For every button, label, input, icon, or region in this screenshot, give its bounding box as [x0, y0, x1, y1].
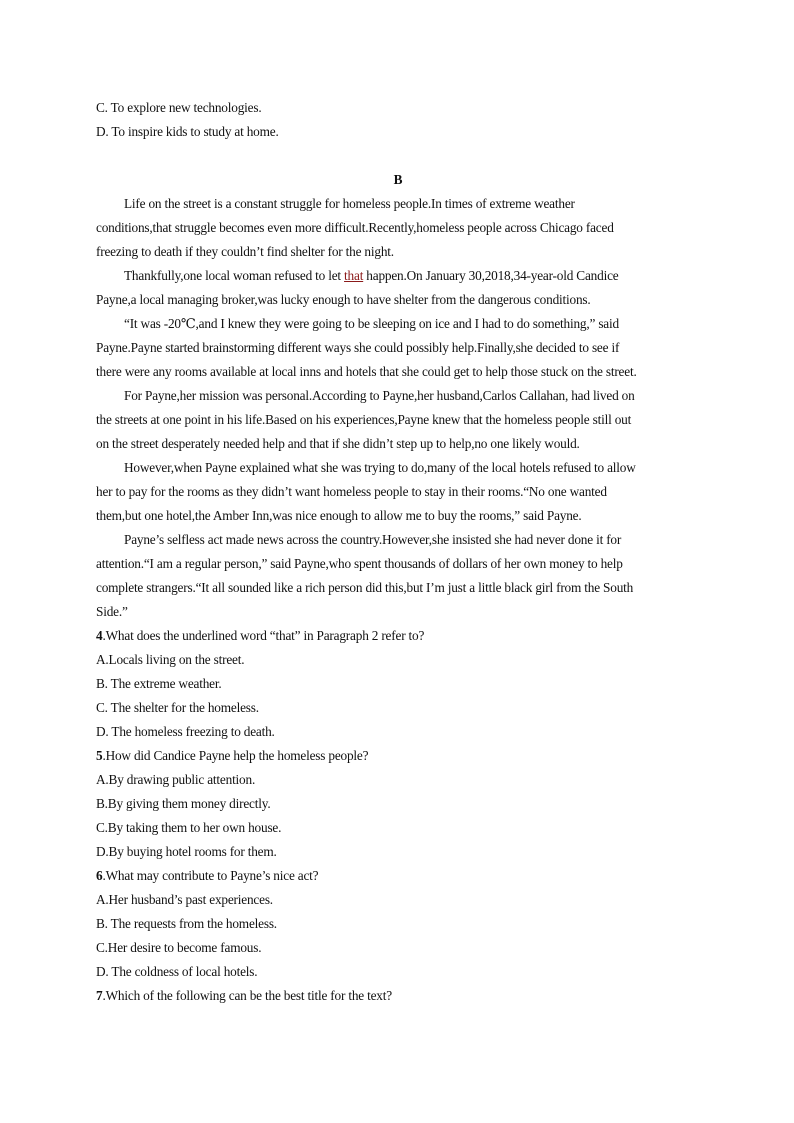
- option-a: A.Her husband’s past experiences.: [96, 892, 273, 907]
- underlined-word-that: that: [344, 268, 364, 283]
- question-stem: [96, 624, 700, 648]
- section-heading: B: [393, 172, 403, 187]
- passage-paragraph-1: [96, 192, 700, 264]
- question-stem: [96, 984, 700, 1008]
- option-c: C.Her desire to become famous.: [96, 940, 262, 955]
- previous-option-d: D. To inspire kids to study at home.: [96, 124, 279, 139]
- passage-paragraph-4: [96, 384, 700, 456]
- passage-paragraph-2: [96, 264, 700, 312]
- option-a: A.Locals living on the street.: [96, 652, 245, 667]
- paragraph-line: Payne’s selfless act made news across the country.However,she insisted she had never done it for: [124, 532, 622, 547]
- paragraph-line: “It was -20℃,and I knew they were going to be sleeping on ice and I had to do something,” said: [124, 316, 619, 331]
- question-stem: [96, 864, 700, 888]
- option-d: D.By buying hotel rooms for them.: [96, 844, 277, 859]
- paragraph-line: freezing to death if they couldn’t find shelter for the night.: [96, 244, 394, 259]
- question-5: [96, 744, 700, 864]
- paragraph-line: Life on the street is a constant struggle for homeless people.In times of extreme weather: [124, 196, 575, 211]
- question-number: 6: [96, 868, 103, 883]
- question-text: .Which of the following can be the best title for the text?: [102, 988, 392, 1003]
- passage-paragraph-6: [96, 528, 700, 624]
- paragraph-line: her to pay for the rooms as they didn’t want homeless people to stay in their rooms.“No one wanted: [96, 484, 607, 499]
- paragraph-line: attention.“I am a regular person,” said Payne,who spent thousands of dollars of her own money to help: [96, 556, 623, 571]
- document-page: [96, 96, 700, 1008]
- question-number: 4: [96, 628, 103, 643]
- option-d: D. The homeless freezing to death.: [96, 724, 275, 739]
- question-6: [96, 864, 700, 984]
- paragraph-line: Payne,a local managing broker,was lucky enough to have shelter from the dangerous conditions.: [96, 292, 591, 307]
- paragraph-line: [96, 264, 700, 288]
- paragraph-line: complete strangers.“It all sounded like a rich person did this,but I’m just a little black girl from the South: [96, 580, 634, 595]
- option-b: B. The extreme weather.: [96, 676, 222, 691]
- option-b: B.By giving them money directly.: [96, 796, 271, 811]
- option-a: A.By drawing public attention.: [96, 772, 256, 787]
- paragraph-line: them,but one hotel,the Amber Inn,was nice enough to allow me to buy the rooms,” said Payne.: [96, 508, 582, 523]
- option-d: D. The coldness of local hotels.: [96, 964, 258, 979]
- paragraph-line: on the street desperately needed help and that if she didn’t step up to help,no one likely would.: [96, 436, 580, 451]
- question-stem: [96, 744, 700, 768]
- paragraph-line: the streets at one point in his life.Based on his experiences,Payne knew that the homeless people still out: [96, 412, 632, 427]
- question-text: .How did Candice Payne help the homeless people?: [102, 748, 369, 763]
- section-gap: [96, 144, 700, 168]
- paragraph-line: there were any rooms available at local inns and hotels that she could get to help those stuck on the street.: [96, 364, 637, 379]
- text-after-underline: happen.On January 30,2018,34-year-old Candice: [363, 268, 619, 283]
- question-4: [96, 624, 700, 744]
- question-number: 7: [96, 988, 103, 1003]
- option-b: B. The requests from the homeless.: [96, 916, 277, 931]
- text-before-underline: Thankfully,one local woman refused to let: [124, 268, 345, 283]
- paragraph-line: conditions,that struggle becomes even more difficult.Recently,homeless people across Chicago faced: [96, 220, 614, 235]
- passage-paragraph-5: [96, 456, 700, 528]
- question-text: .What may contribute to Payne’s nice act?: [102, 868, 319, 883]
- option-c: C. The shelter for the homeless.: [96, 700, 259, 715]
- previous-option-c: C. To explore new technologies.: [96, 100, 262, 115]
- paragraph-line: For Payne,her mission was personal.According to Payne,her husband,Carlos Callahan, had lived on: [124, 388, 635, 403]
- question-number: 5: [96, 748, 103, 763]
- paragraph-line: Side.”: [96, 604, 128, 619]
- option-c: C.By taking them to her own house.: [96, 820, 282, 835]
- question-text: .What does the underlined word “that” in Paragraph 2 refer to?: [102, 628, 425, 643]
- passage-paragraph-3: [96, 312, 700, 384]
- paragraph-line: Payne.Payne started brainstorming different ways she could possibly help.Finally,she decided to see if: [96, 340, 620, 355]
- question-7: [96, 984, 700, 1008]
- paragraph-line: However,when Payne explained what she was trying to do,many of the local hotels refused to allow: [124, 460, 636, 475]
